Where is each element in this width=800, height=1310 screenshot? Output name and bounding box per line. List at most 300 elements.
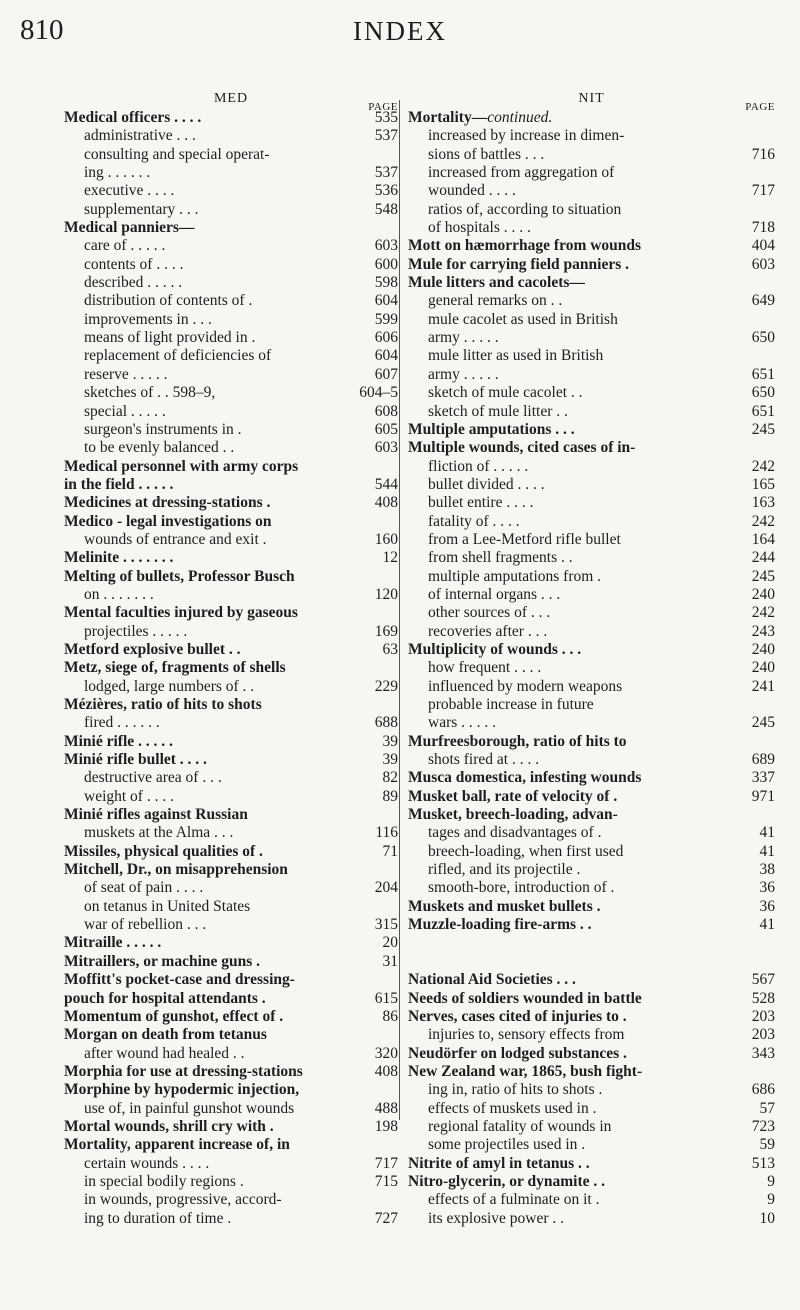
index-entry	[64, 366, 398, 384]
index-entry	[64, 678, 398, 696]
index-entry	[64, 1210, 398, 1228]
index-entry	[64, 311, 398, 329]
index-entry	[408, 641, 775, 659]
index-entry	[408, 879, 775, 897]
index-entry	[408, 788, 775, 806]
entry-page: 599	[374, 310, 398, 328]
entry-page: 41	[759, 842, 775, 860]
entry-page: 603	[374, 237, 398, 255]
index-entry	[64, 274, 398, 292]
index-entry	[64, 439, 398, 457]
index-entry	[408, 219, 775, 237]
index-entry	[64, 604, 398, 622]
index-entry	[408, 990, 775, 1008]
index-entry	[64, 641, 398, 659]
entry-page: 242	[751, 512, 775, 530]
index-entry	[408, 1136, 775, 1154]
index-entry	[408, 678, 775, 696]
index-entry	[64, 1136, 398, 1154]
entry-text: mule litter as used in British	[428, 347, 604, 365]
index-entry	[408, 1118, 775, 1136]
entry-page: 41	[759, 916, 775, 934]
index-entry	[408, 898, 775, 916]
index-entry	[64, 751, 398, 769]
entry-page: 604	[374, 347, 398, 365]
entry-page: 9	[767, 1191, 775, 1209]
entry-text: in the field . . . . .	[64, 475, 174, 493]
index-entry	[64, 659, 398, 677]
entry-page: 651	[751, 402, 775, 420]
index-entry	[64, 1191, 398, 1209]
entry-text: to be evenly balanced . .	[84, 439, 235, 457]
entry-page: 604	[374, 292, 398, 310]
entry-page: 198	[374, 1117, 398, 1135]
entry-page: 615	[374, 989, 398, 1007]
entry-text: Melting of bullets, Professor Busch	[64, 567, 295, 585]
entry-text: Medico - legal investigations on	[64, 512, 272, 530]
entry-text: destructive area of . . .	[84, 769, 222, 787]
entry-text: Mortality—continued.	[408, 109, 553, 126]
entry-page: 600	[374, 255, 398, 273]
index-entry	[408, 769, 775, 787]
entry-page: 718	[751, 219, 775, 237]
index-entry	[408, 568, 775, 586]
entry-text: shots fired at . . . .	[428, 751, 540, 769]
entry-text: Melinite . . . . . . .	[64, 549, 174, 567]
index-entry	[408, 806, 775, 824]
entry-page: 605	[374, 420, 398, 438]
index-entry	[64, 513, 398, 531]
entry-text: injuries to, sensory effects from	[428, 1026, 625, 1044]
index-entry	[408, 714, 775, 732]
entry-text: National Aid Societies . . .	[408, 971, 576, 989]
entry-text: Mule litters and cacolets—	[408, 274, 585, 292]
index-entry	[64, 219, 398, 237]
index-entry	[408, 1026, 775, 1044]
page-label: PAGE	[368, 101, 398, 113]
entry-text: contents of . . . .	[84, 255, 184, 273]
entry-text: Musket ball, rate of velocity of .	[408, 787, 618, 805]
entry-text: New Zealand war, 1865, bush fight-	[408, 1062, 643, 1080]
entry-text: care of . . . . .	[84, 237, 166, 255]
entry-page: 513	[751, 1154, 775, 1172]
index-entry	[408, 109, 775, 127]
entry-page: 544	[374, 475, 398, 493]
entry-page: 39	[382, 732, 398, 750]
entry-page: 9	[767, 1172, 775, 1190]
index-column-right	[408, 91, 775, 1228]
entry-page: 39	[382, 751, 398, 769]
index-entry	[64, 714, 398, 732]
entry-text: Multiple wounds, cited cases of in-	[408, 439, 636, 457]
entry-text: multiple amputations from .	[428, 567, 602, 585]
entry-page: 241	[751, 677, 775, 695]
column-header	[64, 91, 398, 113]
entry-text: on . . . . . . .	[84, 585, 154, 603]
entry-text: Mitraillers, or machine guns .	[64, 952, 261, 970]
entry-text: how frequent . . . .	[428, 659, 542, 677]
index-entry	[408, 843, 775, 861]
page-label: PAGE	[745, 101, 775, 113]
entry-text: Mézières, ratio of hits to shots	[64, 696, 262, 713]
index-entry	[408, 237, 775, 255]
index-entry	[64, 1173, 398, 1191]
entry-text: from a Lee-Metford rifle bullet	[428, 530, 621, 548]
blank-line	[408, 934, 775, 952]
index-entry	[64, 824, 398, 842]
index-entry	[64, 971, 398, 989]
entry-text: increased from aggregation of	[428, 164, 615, 182]
entry-text: reserve . . . . .	[84, 365, 168, 383]
index-entry	[64, 1081, 398, 1099]
entry-page: 203	[751, 1026, 775, 1044]
entry-text: distribution of contents of .	[84, 292, 253, 310]
entry-text: Mott on hæmorrhage from wounds	[408, 237, 642, 255]
entry-text: in wounds, progressive, accord-	[84, 1191, 282, 1209]
index-entry	[64, 384, 398, 402]
index-entry	[408, 1210, 775, 1228]
entry-page: 164	[751, 530, 775, 548]
entry-text: projectiles . . . . .	[84, 622, 188, 640]
index-entry	[408, 476, 775, 494]
index-entry	[64, 769, 398, 787]
entry-text: consulting and special operat-	[84, 145, 270, 163]
entry-page: 163	[751, 494, 775, 512]
index-entry	[64, 329, 398, 347]
entry-page: 548	[374, 200, 398, 218]
index-entry	[64, 476, 398, 494]
index-entry	[64, 421, 398, 439]
index-entry	[408, 586, 775, 604]
index-entry	[408, 146, 775, 164]
entry-page: 408	[374, 494, 398, 512]
index-entry	[408, 659, 775, 677]
page-title: INDEX	[353, 16, 447, 46]
entry-text: use of, in painful gunshot wounds	[84, 1099, 295, 1117]
entry-text: effects of muskets used in .	[428, 1099, 597, 1117]
entry-page: 20	[382, 934, 398, 952]
entry-text: Morphine by hypodermic injection,	[64, 1081, 300, 1099]
entry-page: 606	[374, 329, 398, 347]
entry-text: probable increase in future	[428, 696, 594, 713]
entry-page: 604–5	[359, 384, 398, 402]
index-entry	[64, 182, 398, 200]
entry-text: administrative . . .	[84, 127, 196, 145]
entry-page: 537	[374, 127, 398, 145]
entry-text: replacement of deficiencies of	[84, 347, 272, 365]
entry-text: Momentum of gunshot, effect of .	[64, 1007, 284, 1025]
index-entry	[408, 1081, 775, 1099]
entry-page: 160	[374, 530, 398, 548]
entry-text: increased by increase in dimen-	[428, 127, 625, 145]
entry-page: 245	[751, 420, 775, 438]
page-header	[0, 14, 800, 54]
index-entry	[408, 403, 775, 421]
entry-text: other sources of . . .	[428, 604, 551, 622]
index-entry	[64, 623, 398, 641]
entry-page: 716	[751, 145, 775, 163]
entry-page: 315	[374, 916, 398, 934]
entry-text: Missiles, physical qualities of .	[64, 842, 263, 860]
entry-text: certain wounds . . . .	[84, 1154, 210, 1172]
index-entry	[408, 623, 775, 641]
entry-text: Neudörfer on lodged substances .	[408, 1044, 627, 1062]
index-entry	[64, 292, 398, 310]
index-entry	[408, 531, 775, 549]
index-entry	[408, 604, 775, 622]
entry-text: Minié rifle bullet . . . .	[64, 751, 207, 769]
entry-page: 488	[374, 1099, 398, 1117]
entry-page: 404	[751, 237, 775, 255]
index-entry	[64, 1008, 398, 1026]
entry-text: of internal organs . . .	[428, 585, 561, 603]
index-entry	[64, 879, 398, 897]
entry-text: from shell fragments . .	[428, 549, 573, 567]
entry-text: sketch of mule litter . .	[428, 402, 568, 420]
index-entry	[64, 788, 398, 806]
index-entry	[408, 384, 775, 402]
index-entry	[408, 549, 775, 567]
index-entry	[64, 1118, 398, 1136]
entry-page: 598	[374, 274, 398, 292]
index-entry	[64, 1026, 398, 1044]
index-entry	[408, 256, 775, 274]
entry-text: Muskets and musket bullets .	[408, 897, 601, 915]
entry-text: in special bodily regions .	[84, 1172, 244, 1190]
index-entry	[408, 751, 775, 769]
entry-page: 204	[374, 879, 398, 897]
index-entry	[64, 146, 398, 164]
entry-page: 717	[374, 1154, 398, 1172]
entry-page: 240	[751, 640, 775, 658]
entry-text: general remarks on . .	[428, 292, 563, 310]
entry-page: 727	[374, 1209, 398, 1227]
index-entry	[408, 274, 775, 292]
entry-text: means of light provided in .	[84, 329, 256, 347]
entry-page: 116	[375, 824, 398, 842]
entry-page: 650	[751, 384, 775, 402]
index-entry	[408, 1155, 775, 1173]
entry-text: recoveries after . . .	[428, 622, 548, 640]
entry-page: 120	[374, 585, 398, 603]
entry-text: Musket, breech-loading, advan-	[408, 806, 618, 824]
entry-text: Murfreesborough, ratio of hits to	[408, 732, 627, 750]
index-entry	[64, 237, 398, 255]
index-entry	[408, 733, 775, 751]
entry-text: Multiple amputations . . .	[408, 420, 575, 438]
entry-text: Metford explosive bullet . .	[64, 640, 241, 658]
entry-text: some projectiles used in .	[428, 1136, 586, 1154]
entry-page: 686	[751, 1081, 775, 1099]
entry-text: supplementary . . .	[84, 200, 199, 218]
entry-page: 63	[382, 640, 398, 658]
column-header	[408, 91, 775, 113]
entry-text: Minié rifle . . . . .	[64, 732, 173, 750]
entry-page: 86	[382, 1007, 398, 1025]
index-entry	[64, 696, 398, 714]
entry-page: 71	[382, 842, 398, 860]
index-entry	[408, 366, 775, 384]
index-entry	[408, 439, 775, 457]
entry-text: special . . . . .	[84, 402, 166, 420]
entry-text: ing to duration of time .	[84, 1209, 232, 1227]
entry-text: regional fatality of wounds in	[428, 1117, 612, 1135]
entry-text: described . . . . .	[84, 274, 183, 292]
entry-text: lodged, large numbers of . .	[84, 677, 255, 695]
entry-page: 31	[382, 952, 398, 970]
index-entry	[64, 549, 398, 567]
index-entry	[408, 1008, 775, 1026]
index-entry	[64, 861, 398, 879]
entry-page: 528	[751, 989, 775, 1007]
entry-page: 169	[374, 622, 398, 640]
entry-text: executive . . . .	[84, 182, 175, 200]
index-entry	[408, 861, 775, 879]
entry-text: improvements in . . .	[84, 310, 212, 328]
entry-text: Morphia for use at dressing-stations	[64, 1062, 303, 1080]
index-entry	[64, 916, 398, 934]
index-entry	[408, 164, 775, 182]
entry-page: 337	[751, 769, 775, 787]
entry-page: 82	[382, 769, 398, 787]
entry-text: sions of battles . . .	[428, 145, 545, 163]
entry-text: Mortal wounds, shrill cry with .	[64, 1117, 274, 1135]
entry-text: Needs of soldiers wounded in battle	[408, 989, 642, 1007]
entry-text: smooth-bore, introduction of .	[428, 879, 615, 897]
entry-text: army . . . . .	[428, 365, 499, 383]
index-entry	[64, 127, 398, 145]
entry-text: Medical personnel with army corps	[64, 457, 299, 475]
index-entry	[64, 733, 398, 751]
index-entry	[64, 109, 398, 127]
entry-text: Mule for carrying field panniers .	[408, 255, 629, 273]
entry-text: fired . . . . . .	[84, 714, 160, 732]
index-column-left	[64, 91, 398, 1228]
index-entry	[64, 990, 398, 1008]
entry-text: war of rebellion . . .	[84, 916, 207, 934]
index-entry	[408, 311, 775, 329]
entry-text: wounded . . . .	[428, 182, 516, 200]
entry-page: 649	[751, 292, 775, 310]
index-entry	[64, 164, 398, 182]
page-number: 810	[20, 14, 64, 46]
entry-page: 689	[751, 751, 775, 769]
entry-text: Moffitt's pocket-case and dressing-	[64, 971, 295, 989]
index-entry	[408, 421, 775, 439]
range-mark: MED	[213, 91, 249, 106]
entry-text: fliction of . . . . .	[428, 457, 529, 475]
entry-text: muskets at the Alma . . .	[84, 824, 234, 842]
index-entry	[64, 934, 398, 952]
entry-page: 607	[374, 365, 398, 383]
index-entry	[64, 201, 398, 219]
entry-page: 723	[751, 1117, 775, 1135]
entry-page: 688	[374, 714, 398, 732]
entry-page: 320	[374, 1044, 398, 1062]
entry-text: influenced by modern weapons	[428, 677, 623, 695]
index-entry	[64, 843, 398, 861]
entry-text: Multiplicity of wounds . . .	[408, 640, 582, 658]
blank-line	[408, 953, 775, 971]
entry-text: army . . . . .	[428, 329, 499, 347]
entry-text: Medical officers . . . .	[64, 109, 202, 126]
index-entry	[64, 586, 398, 604]
entry-page: 242	[751, 457, 775, 475]
entry-text: breech-loading, when first used	[428, 842, 624, 860]
index-entry	[408, 916, 775, 934]
index-entry	[64, 898, 398, 916]
index-entry	[64, 531, 398, 549]
entry-text: weight of . . . .	[84, 787, 174, 805]
entry-text: Muzzle-loading fire-arms . .	[408, 916, 592, 934]
entry-text: rifled, and its projectile .	[428, 861, 581, 879]
index-entry	[408, 824, 775, 842]
index-entry	[408, 1100, 775, 1118]
index-entry	[408, 127, 775, 145]
entry-text: wounds of entrance and exit .	[84, 530, 267, 548]
entry-text: after wound had healed . .	[84, 1044, 245, 1062]
index-entry	[408, 347, 775, 365]
entry-text: surgeon's instruments in .	[84, 420, 242, 438]
index-entry	[408, 329, 775, 347]
index-entry	[64, 806, 398, 824]
entry-page: 603	[751, 255, 775, 273]
index-entry	[64, 568, 398, 586]
range-mark: NIT	[578, 91, 605, 106]
index-entry	[64, 494, 398, 512]
index-entry	[64, 953, 398, 971]
index-entry	[408, 182, 775, 200]
entry-text: Nitro-glycerin, or dynamite . .	[408, 1172, 606, 1190]
entry-text: pouch for hospital attendants .	[64, 989, 266, 1007]
entry-page: 245	[751, 567, 775, 585]
entry-page: 715	[374, 1172, 398, 1190]
entry-page: 537	[374, 164, 398, 182]
column-divider	[399, 100, 400, 1120]
entry-page: 41	[759, 824, 775, 842]
entry-text: Nerves, cases cited of injuries to .	[408, 1007, 627, 1025]
entry-text: effects of a fulminate on it .	[428, 1191, 600, 1209]
entry-page: 567	[751, 971, 775, 989]
index-entry	[408, 971, 775, 989]
index-entry	[64, 1100, 398, 1118]
index-entry	[408, 1063, 775, 1081]
entry-page: 536	[374, 182, 398, 200]
entry-page: 535	[374, 109, 398, 126]
index-entry	[408, 201, 775, 219]
entry-text: wars . . . . .	[428, 714, 497, 732]
entry-page: 650	[751, 329, 775, 347]
entry-text: Metz, siege of, fragments of shells	[64, 659, 286, 677]
entry-text: Mental faculties injured by gaseous	[64, 604, 298, 622]
entry-text: ing in, ratio of hits to shots .	[428, 1081, 603, 1099]
entry-text: tages and disadvantages of .	[428, 824, 602, 842]
entry-page: 243	[751, 622, 775, 640]
index-entry	[64, 458, 398, 476]
entry-page: 165	[751, 475, 775, 493]
entry-page: 343	[751, 1044, 775, 1062]
entry-page: 240	[751, 659, 775, 677]
entry-page: 57	[759, 1099, 775, 1117]
index-entry	[408, 1173, 775, 1191]
entry-page: 603	[374, 439, 398, 457]
index-entry	[408, 292, 775, 310]
entry-text: bullet divided . . . .	[428, 475, 545, 493]
entry-page: 408	[374, 1062, 398, 1080]
entry-text: Mitraille . . . . .	[64, 934, 162, 952]
entry-page: 242	[751, 604, 775, 622]
index-entry	[64, 256, 398, 274]
